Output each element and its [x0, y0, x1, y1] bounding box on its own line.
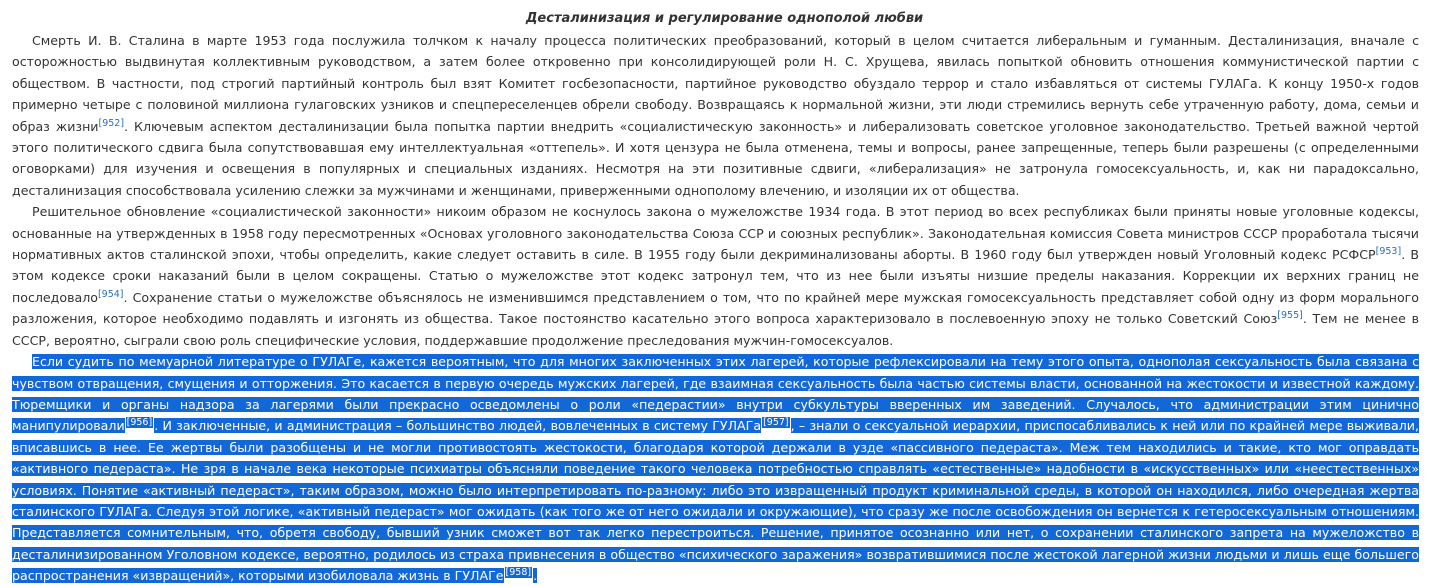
- selected-text: , – знали о сексуальной иерархии, приспосабливались к ней или по крайней мере выживали, вписавшись в нее. Ее жертвы были разобщены и не могли противостоять жестокости, благодаря которой держали в узде «пассивного педераста». Меж тем находились и такие, кто мог оправдать «активного педераста». Не зря в начале века некоторые психиатры объясняли поведение такого человека потребностью справлять «естественные» надобности в «искусственных» или «неестественных» условиях. Понятие «активный педераст», таким образом, можно было интерпретировать по-разному: либо это извращенный продукт криминальной среды, в которой он находился, либо очередная жертва сталинского ГУЛАГа. Следуя этой логике, «активный педераст» мог ожидать (как того же от него ожидали и окружающие), что сразу же после освобождения он вернется к гетеросексуальным отношениям. Представляется сомнительным, что, обретя свободу, бывший узник сможет вот так легко перестроиться. Решение, принятое осознанно или нет, о сохранении сталинского запрета на мужеложство в десталинизированном Уголовном кодексе, вероятно, родилось из страха привнесения в общество «психического заражения» возвратившимися после жестокой лагерной жизни людьми и лишь еще большего распространения «извращений», которыми изобиловала жизнь в ГУЛАГе: [12, 418, 1419, 584]
- paragraph-text: . Ключевым аспектом десталинизации была попытка партии внедрить «социалистическую законность» и либерализовать советское уголовное законодательство. Третьей важной чертой этого политического сдвига была сопутствовавшая ему интеллектуальная «оттепель». И хотя цензура не была отменена, темы и вопросы, ранее запрещенные, теперь были разрешены (с определенными оговорками) для изучения и освещения в популярных и специальных изданиях. Несмотря на эти позитивные сдвиги, «либерализация» не затронула гомосексуальность, и, как ни парадоксально, десталинизация способствовала усилению слежки за мужчинами и женщинами, приверженными однополому влечению, и изоляции их от общества.: [12, 118, 1419, 198]
- paragraph-text: . Тем не менее в СССР, вероятно, сыграли свою роль специфические условия, поддержавшие продолжение преследования мужчин-гомосексуалов.: [12, 311, 1419, 348]
- paragraph-1: [12, 30, 1419, 201]
- section-heading: Десталинизация и регулирование однополой любви: [525, 11, 924, 26]
- paragraph-text: . В этом кодексе сроки наказаний были в целом сокращены. Статью о мужеложстве этот кодекс затронул тем, что из нее были изъяты низшие пределы наказания. Коррекции их верхних границ не последовало: [12, 247, 1419, 305]
- selected-text: Если судить по мемуарной литературе о ГУЛАГе, кажется вероятным, что для многих заключенных этих лагерей, которые рефлексировали на тему этого опыта, однополая сексуальность была связана с чувством отвращения, смущения и отторжения. Это касается в первую очередь мужских лагерей, где взаимная сексуальность была частью системы власти, основанной на жестокости и известной каждому. Тюремщики и органы надзора за лагерями были прекрасно осведомлены о роли «педерастии» внутри субкультуры вверенных им заведений. Случалось, что администрации этим цинично манипулировали: [12, 354, 1419, 434]
- paragraph-text: Решительное обновление «социалистической законности» никоим образом не коснулось закона о мужеложстве 1934 года. В этот период во всех республиках были приняты новые уголовные кодексы, основанные на утвержденных в 1958 году пересмотренных «Основах уголовного законодательства Союза ССР и союзных республик». Законодательная комиссия Совета министров СССР проработала тысячи нормативных актов сталинской эпохи, чтобы определить, какие следует оставить в силе. В 1955 году были декриминализованы аборты. В 1960 году был утвержден новый Уголовный кодекс РСФСР: [12, 204, 1419, 263]
- paragraph-text: . Сохранение статьи о мужеложстве объяснялось не изменившимся представлением о том, что по крайней мере мужская гомосексуальность представляет собой одну из форм морального разложения, которое необходимо подавлять и изгонять из общества. Такое постоянство касательно этого вопроса характеризовало в послевоенную эпоху не только Советский Союз: [12, 289, 1419, 327]
- paragraph-2: [12, 201, 1419, 351]
- footnote-link-954[interactable]: [954]: [97, 288, 124, 300]
- paragraph-text: Смерть И. В. Сталина в марте 1953 года послужила толчком к началу процесса политических преобразований, который в целом считается либеральным и гуманным. Десталинизация, вначале с осторожностью выдвинутая коллективным руководством, а затем более откровенно при консолидирующей роли Н. С. Хрущева, явилась попыткой обновить отношения коммунистической партии с обществом. В частности, под строгий партийный контроль был взят Комитет госбезопасности, партийное руководство обуздало террор и стало избавляться от системы ГУЛАГа. К концу 1950-х годов примерно четыре с половиной миллиона гулаговских узников и спецпереселенцев обрели свободу. Возвращаясь к нормальной жизни, эти люди стремились вернуть себе утраченную работу, дома, семьи и образ жизни: [12, 33, 1419, 134]
- footnote-link-952[interactable]: [952]: [98, 117, 125, 129]
- paragraph-3-selected[interactable]: [12, 351, 1419, 586]
- selected-text: .: [533, 568, 538, 584]
- footnote-link-958[interactable]: [958]: [505, 566, 532, 578]
- footnote-link-955[interactable]: [955]: [1277, 310, 1303, 322]
- footnote-link-956[interactable]: [956]: [126, 417, 153, 429]
- footnote-link-957[interactable]: [957]: [763, 417, 789, 429]
- selected-text: . И заключенные, и администрация – большинство людей, вовлеченных в систему ГУЛАГа: [154, 418, 762, 434]
- footnote-link-953[interactable]: [953]: [1375, 245, 1402, 257]
